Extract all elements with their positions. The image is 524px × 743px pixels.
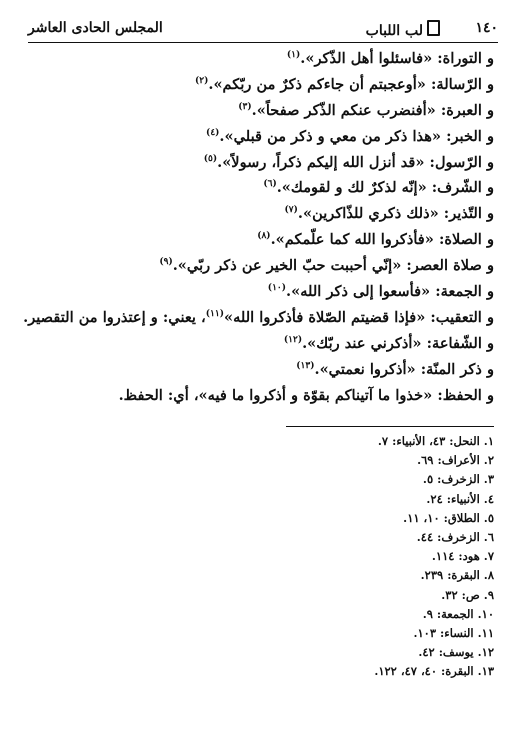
footnote-ref: (٢) [194,75,209,86]
footnote-ref: (٧) [284,205,298,216]
footnote: ١١. النساء: ١٠٣. [413,625,494,640]
book-title: لب اللباب [365,23,423,39]
footnote: ١٠. الجمعة: ٩. [422,606,494,621]
text-line: و الخبر: «هذا ذكر من معي و ذكر من قبلي».$^{(٤)}$ [206,127,494,145]
footnote: ٨. البقرة: ٢٣٩. [420,568,494,583]
text-line: و الصلاة: «فأذكروا الله كما علّمكم».$^{(٨)}$ [257,231,494,249]
text-line: و ذكر المنّة: «أذكروا نعمتي».$^{(١٣)}$ [296,360,494,378]
body-text [23,46,494,408]
page-number: ١٤٠ [475,20,498,36]
footnote-separator [286,426,494,427]
header-rule [28,42,498,43]
footnote-ref: (٨) [257,231,271,242]
footnote-ref: (٦) [263,179,277,190]
footnote-ref: (٤) [206,127,220,138]
page-header [28,20,498,42]
text-line: و صلاة العصر: «إنّي أحببت حبّ الخير عن ذكر ربّي».$^{(٩)}$ [159,257,494,275]
text-line: و الشّرف: «إنّه لذكرٌ لك و لقومك».$^{(٦)}$ [263,179,494,197]
footnote: ٦. الزخرف: ٤٤. [416,529,494,544]
footnote: ١٢. يوسف: ٤٢. [418,645,494,660]
footnote-ref: (٩) [159,257,173,268]
footnote: ٣. الزخرف: ٥. [422,472,494,487]
footnote-ref: (١) [286,50,301,60]
text-line: و التوراة: «فاسئلوا أهل الذّكر».$^{(١)}$ [286,50,494,67]
footnote: ٢. الأعراف: ٦٩. [417,453,494,468]
footnotes [30,432,494,681]
footnote-ref: (٥) [203,153,218,164]
footnote: ٤. الأنبياء: ٢٤. [426,491,494,506]
text-line: و التّذير: «ذلك ذكري للذّاكرين».$^{(٧)}$ [284,205,494,223]
chapter-title: المجلس الحادى العاشر [28,20,163,36]
book-icon [427,20,440,36]
text-line: و الرّسول: «قد أنزل الله إليكم ذكراً، رسولاً».$^{(٥)}$ [203,153,494,171]
footnote: ١٣. البقرة: ٤٠، ٤٧، ١٢٢. [374,664,494,679]
book-title-group [366,20,440,39]
text-line: و الحفظ: «خذوا ما آتيناكم بقوّة و أذكروا ما فيه»، أي: الحفظ. [118,386,494,404]
text-line: و العبرة: «أفنضرب عنكم الذّكر صفحاً».$^{(٣)}$ [238,101,494,119]
text-line: و الشّفاعة: «أذكرني عند ربّك».$^{(١٢)}$ [283,334,494,352]
text-line: و التعقيب: «فإذا قضيتم الصّلاة فأذكروا الله»$^{(١١)}$، يعني: و إعتذروا من التقصير. [23,308,494,326]
text-line: و الرّسالة: «أوعجبتم أن جاءكم ذكرٌ من ربّكم».$^{(٢)}$ [194,75,494,93]
footnote-ref: (٣) [238,101,252,112]
footnote: ١. النحل: ٤٣، الأنبياء: ٧. [377,434,494,448]
footnote-ref: (١١) [205,308,224,319]
footnote-ref: (١٠) [267,283,286,294]
text-line: و الجمعة: «فأسعوا إلى ذكر الله».$^{(١٠)}$ [267,283,494,301]
footnote: ٧. هود: ١١٤. [431,549,494,564]
footnote: ٩. ص: ٣٢. [441,587,494,602]
footnote: ٥. الطلاق: ١٠، ١١. [403,510,494,525]
footnote-ref: (١٣) [296,360,315,371]
footnote-ref: (١٢) [283,334,303,345]
